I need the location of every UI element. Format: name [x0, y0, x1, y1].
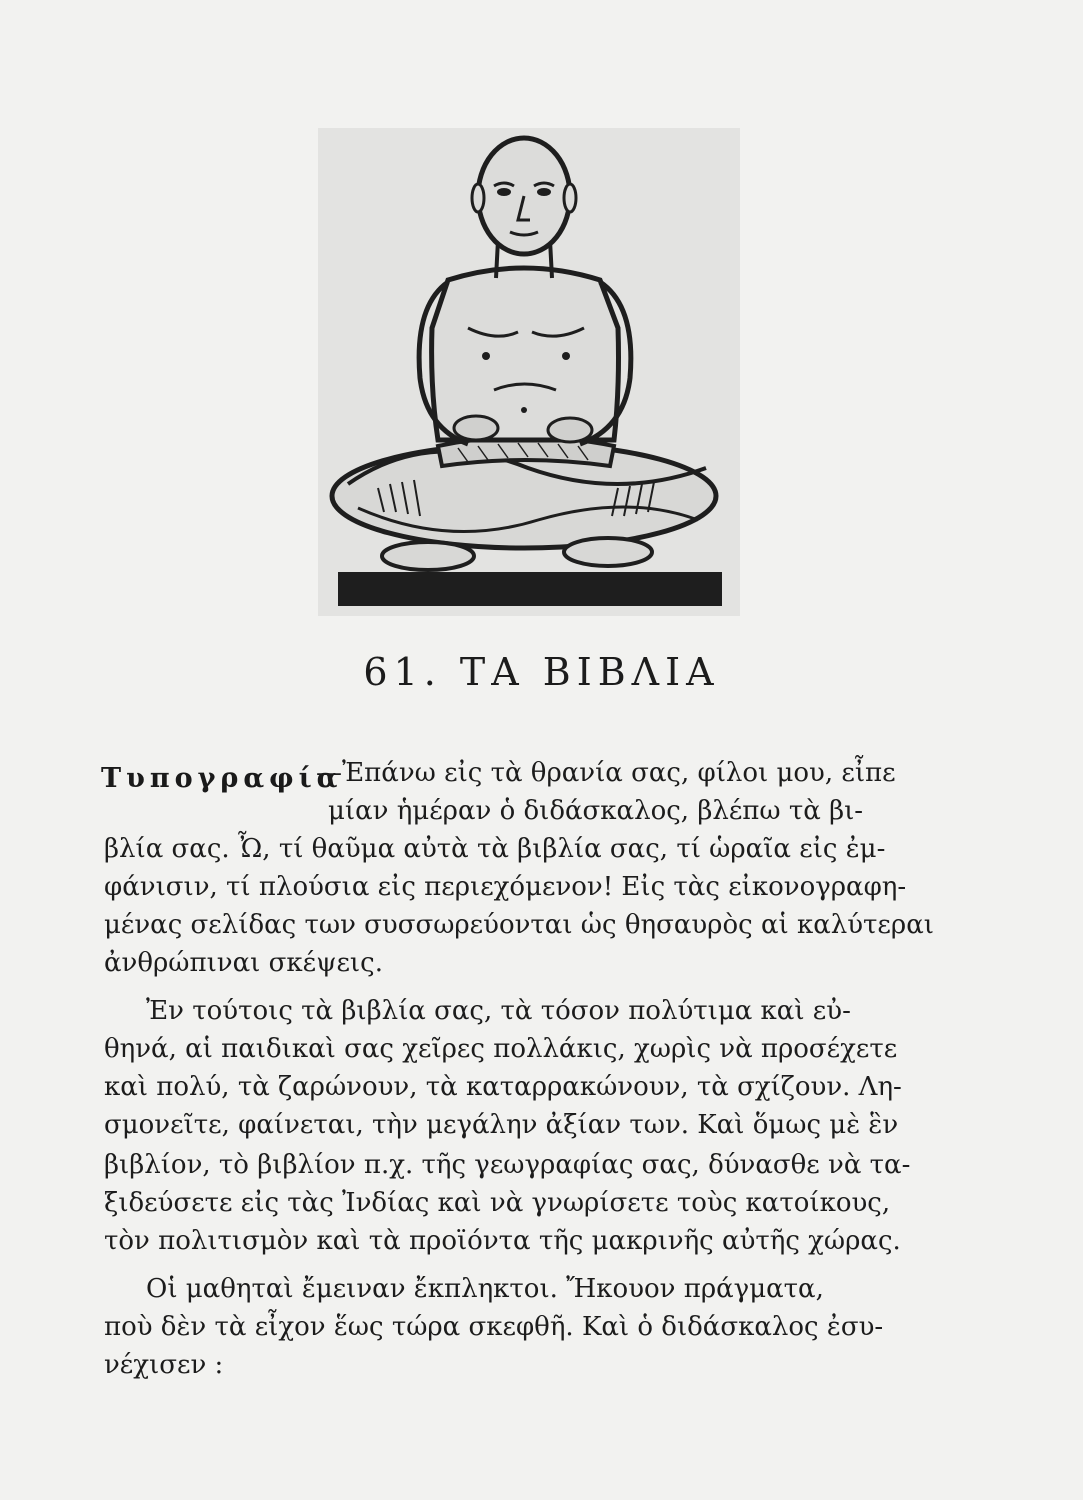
body-line: ποὺ δὲν τὰ εἶχον ἕως τώρα σκεφθῆ. Καὶ ὁ διδάσκαλος ἐσυ-: [104, 1312, 884, 1342]
body-line: βιβλίον, τὸ βιβλίον π.χ. τῆς γεωγραφίας σας, δύνασθε νὰ τα-: [104, 1150, 911, 1180]
body-line: τὸν πολιτισμὸν καὶ τὰ προϊόντα τῆς μακρινῆς αὐτῆς χώρας.: [104, 1226, 901, 1256]
body-line: νέχισεν :: [104, 1350, 224, 1380]
body-line: βλία σας. Ὦ, τί θαῦμα αὐτὰ τὰ βιβλία σας, τί ὡραῖα εἰς ἐμ-: [104, 834, 886, 864]
body-line: ξιδεύσετε εἰς τὰς Ἰνδίας καὶ νὰ γνωρίσετε τοὺς κατοίκους,: [104, 1188, 891, 1218]
body-line: μένας σελίδας των συσσωρεύονται ὡς θησαυρὸς αἱ καλύτεραι: [104, 910, 934, 940]
body-line: θηνά, αἱ παιδικαὶ σας χεῖρες πολλάκις, χωρὶς νὰ προσέχετε: [104, 1034, 898, 1064]
body-line: Οἱ μαθηταὶ ἔμειναν ἔκπληκτοι. Ἤκουον πράγματα,: [146, 1274, 824, 1304]
body-line: Ἐν τούτοις τὰ βιβλία σας, τὰ τόσον πολύτιμα καὶ εὐ-: [146, 996, 851, 1026]
body-line: καὶ πολύ, τὰ ζαρώνουν, τὰ καταρρακώνουν, τὰ σχίζουν. Λη-: [104, 1072, 902, 1102]
seated-scribe-illustration: [318, 128, 740, 616]
body-line: σμονεῖτε, φαίνεται, τὴν μεγάλην ἀξίαν των. Καὶ ὅμως μὲ ἓν: [104, 1110, 899, 1140]
chapter-title: 61. ΤΑ ΒΙΒΛΙΑ: [363, 650, 720, 694]
body-line: —Ἐπάνω εἰς τὰ θρανία σας, φίλοι μου, εἶπε: [316, 758, 896, 788]
body-line: ἀνθρώπιναι σκέψεις.: [104, 948, 383, 978]
margin-note: Τυπογραφία: [101, 763, 343, 794]
body-line: μίαν ἡμέραν ὁ διδάσκαλος, βλέπω τὰ βι-: [328, 796, 864, 826]
body-line: φάνισιν, τί πλούσια εἰς περιεχόμενον! Εἰς τὰς εἰκονογραφη-: [104, 872, 907, 902]
